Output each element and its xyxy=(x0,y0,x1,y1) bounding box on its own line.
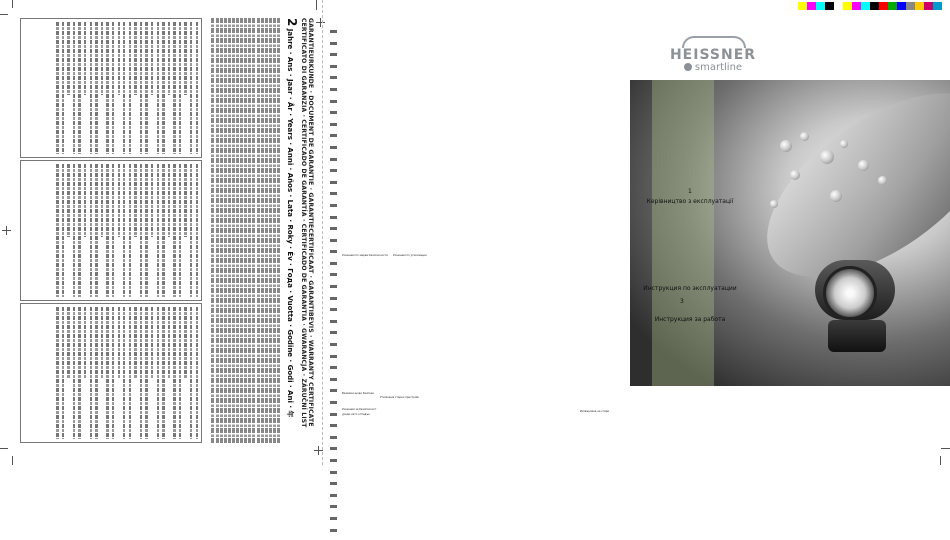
page-marker xyxy=(330,111,337,114)
form-row xyxy=(90,22,92,154)
form-row xyxy=(179,307,181,439)
guarantee-form-table xyxy=(20,18,202,443)
spotlight-base xyxy=(828,320,886,352)
text-line xyxy=(248,18,251,443)
page-marker xyxy=(330,65,337,68)
text-line xyxy=(265,18,268,443)
form-row xyxy=(84,307,86,380)
form-row xyxy=(129,22,131,154)
form-row xyxy=(62,22,64,154)
page-marker xyxy=(330,227,337,230)
page-marker xyxy=(330,42,337,45)
form-row xyxy=(118,307,120,380)
form-row xyxy=(101,22,103,95)
form-row xyxy=(62,307,64,439)
form-row xyxy=(184,22,186,95)
guarantee-form-column xyxy=(20,18,202,158)
page-marker xyxy=(330,494,337,497)
form-row xyxy=(184,164,186,237)
page-marker xyxy=(330,250,337,253)
form-row xyxy=(73,22,75,154)
water-drop xyxy=(780,140,792,152)
page-marker xyxy=(330,134,337,137)
form-row xyxy=(196,307,198,439)
spotlight-lens xyxy=(823,266,877,320)
disposal-note-ru: Указания по утилизации xyxy=(393,254,427,257)
manual-title-uk: Керівництво з експлуатації xyxy=(646,198,734,205)
text-line xyxy=(269,18,272,443)
text-line xyxy=(220,18,223,443)
form-row xyxy=(173,22,175,154)
page-marker xyxy=(330,389,337,392)
text-line xyxy=(212,18,215,443)
form-row xyxy=(106,307,108,439)
form-row xyxy=(56,164,58,296)
safety-note-bg: Указания за безопасност xyxy=(342,408,377,411)
crop-mark xyxy=(316,0,317,10)
form-row xyxy=(112,164,114,296)
page-markers xyxy=(330,30,340,540)
form-row xyxy=(145,307,147,439)
form-row xyxy=(112,307,114,439)
text-line xyxy=(232,18,235,443)
form-row xyxy=(67,307,69,380)
safety-note-uk: Вказівки щодо безпеки xyxy=(342,392,374,395)
page-marker xyxy=(330,482,337,485)
form-row xyxy=(56,307,58,439)
guarantee-title: GARANTIEURKUNDE · DOCUMENT DE GARANTIE · GARANTIECERTIFICAAT · GARANTIBEVIS · WARRANTY CERTIFICATE CERTIFICATO DI GARANZIA · CERTIFICADO DE GARANTÍA · CERTIFICADO DE GARANTIA · GWARANCJA · ZÁRUČNÍ LIST xyxy=(300,18,314,428)
water-drop xyxy=(790,170,800,180)
form-row xyxy=(134,22,136,95)
form-row xyxy=(78,307,80,439)
form-row xyxy=(162,164,164,296)
guarantee-panel xyxy=(14,18,314,443)
text-line xyxy=(257,18,260,443)
page-marker xyxy=(330,88,337,91)
form-row xyxy=(134,307,136,380)
form-row xyxy=(123,164,125,296)
form-row xyxy=(162,307,164,439)
text-line xyxy=(273,18,276,443)
form-row xyxy=(78,22,80,154)
form-row xyxy=(106,164,108,296)
disposal-note-uk: Утилізація старих пристроїв xyxy=(380,396,419,399)
guarantee-years: 2 Jahre · Ans · Jaar · År · Years · Anni · Años · Lata · Roky · Év · Года · Vuotta · Godine · Godi · Ani · 年 xyxy=(285,18,299,418)
product-photo xyxy=(630,80,950,386)
water-drop xyxy=(878,176,887,185)
form-row xyxy=(151,22,153,95)
water-drop xyxy=(800,132,809,141)
water-drop xyxy=(820,150,834,164)
form-row xyxy=(190,164,192,296)
form-row xyxy=(73,164,75,296)
page-marker xyxy=(330,262,337,265)
form-row xyxy=(90,307,92,439)
form-row xyxy=(140,22,142,154)
form-row xyxy=(145,22,147,154)
form-row xyxy=(179,22,181,154)
page-marker xyxy=(330,401,337,404)
page-marker xyxy=(330,505,337,508)
page-marker xyxy=(330,320,337,323)
page-marker xyxy=(330,355,337,358)
registration-mark xyxy=(6,226,7,235)
form-row xyxy=(73,307,75,439)
page-marker xyxy=(330,216,337,219)
form-row xyxy=(129,164,131,296)
form-row xyxy=(151,307,153,380)
text-line xyxy=(228,18,231,443)
text-line xyxy=(252,18,255,443)
form-row xyxy=(56,22,58,154)
text-line xyxy=(277,18,280,443)
page-marker xyxy=(330,413,337,416)
page-marker xyxy=(330,53,337,56)
brand-name: HEISSNER xyxy=(669,47,757,63)
page-marker xyxy=(330,308,337,311)
form-row xyxy=(151,164,153,237)
safety-note-ru: Указания по мерам безопасности xyxy=(342,254,388,257)
form-row xyxy=(157,307,159,439)
form-row xyxy=(95,164,97,296)
water-drop xyxy=(830,190,842,202)
crop-mark xyxy=(0,14,8,15)
page-marker xyxy=(330,146,337,149)
page-marker xyxy=(330,181,337,184)
form-row xyxy=(184,307,186,380)
form-row xyxy=(140,307,142,439)
text-line xyxy=(261,18,264,443)
page-marker xyxy=(330,366,337,369)
crop-mark xyxy=(0,448,8,449)
page-marker xyxy=(330,192,337,195)
heissner-logo xyxy=(658,36,768,73)
form-row xyxy=(118,164,120,237)
form-row xyxy=(179,164,181,296)
form-row xyxy=(101,164,103,237)
page-marker xyxy=(330,471,337,474)
form-row xyxy=(190,307,192,439)
form-row xyxy=(157,22,159,154)
page-marker xyxy=(330,297,337,300)
page-marker xyxy=(330,424,337,427)
guarantee-form-column xyxy=(20,160,202,300)
water-drop xyxy=(840,140,848,148)
lang-number-1: 1 xyxy=(688,188,692,195)
form-row xyxy=(118,22,120,95)
form-row xyxy=(95,22,97,154)
form-row xyxy=(196,22,198,154)
page-marker xyxy=(330,30,337,33)
page-marker xyxy=(330,436,337,439)
fold-line xyxy=(322,0,323,465)
lang-number-3: 3 xyxy=(680,298,684,305)
form-row xyxy=(95,307,97,439)
form-row xyxy=(90,164,92,296)
form-row xyxy=(196,164,198,296)
form-row xyxy=(140,164,142,296)
page-marker xyxy=(330,169,337,172)
form-row xyxy=(173,307,175,439)
text-line xyxy=(224,18,227,443)
crop-mark xyxy=(12,456,13,465)
disposal-note-bg-2: уреди като отпадък xyxy=(342,413,370,416)
form-row xyxy=(173,164,175,296)
form-row xyxy=(190,22,192,154)
text-line xyxy=(216,18,219,443)
page-marker xyxy=(330,378,337,381)
manual-title-bg: Инструкция за работа xyxy=(654,316,726,323)
form-row xyxy=(134,164,136,237)
form-row xyxy=(112,22,114,154)
page-marker xyxy=(330,158,337,161)
photo-color-strip xyxy=(652,80,714,386)
form-row xyxy=(84,22,86,95)
registration-mark xyxy=(320,18,321,27)
page-marker xyxy=(330,529,337,532)
page-marker xyxy=(330,123,337,126)
form-row xyxy=(129,307,131,439)
form-row xyxy=(101,307,103,380)
page-marker xyxy=(330,76,337,79)
manual-title-ru: Инструкция по эксплуатации xyxy=(643,285,737,292)
form-row xyxy=(123,22,125,154)
disposal-note-bg: Изхвърляне на стари xyxy=(580,410,610,413)
form-row xyxy=(162,22,164,154)
water-drop xyxy=(770,200,778,208)
page-marker xyxy=(330,343,337,346)
page-marker xyxy=(330,204,337,207)
text-line xyxy=(240,18,243,443)
page-marker xyxy=(330,239,337,242)
form-row xyxy=(78,164,80,296)
text-line xyxy=(236,18,239,443)
form-row xyxy=(67,22,69,95)
form-row xyxy=(168,22,170,95)
page-marker xyxy=(330,273,337,276)
subbrand: smartline xyxy=(658,62,768,73)
page-marker xyxy=(330,447,337,450)
page-marker xyxy=(330,517,337,520)
smartline-dot-icon xyxy=(684,63,692,71)
form-row xyxy=(62,164,64,296)
cover-page xyxy=(630,0,950,465)
guarantee-text-block xyxy=(208,18,280,443)
guarantee-form-column xyxy=(20,303,202,443)
form-row xyxy=(67,164,69,237)
form-row xyxy=(168,307,170,380)
registration-mark xyxy=(318,446,319,455)
page-marker xyxy=(330,100,337,103)
form-row xyxy=(106,22,108,154)
text-line xyxy=(244,18,247,443)
form-row xyxy=(123,307,125,439)
form-row xyxy=(84,164,86,237)
form-row xyxy=(157,164,159,296)
page-marker xyxy=(330,331,337,334)
form-row xyxy=(145,164,147,296)
water-drop xyxy=(858,160,869,171)
crop-mark xyxy=(12,0,13,8)
form-row xyxy=(168,164,170,237)
page-marker xyxy=(330,459,337,462)
page-marker xyxy=(330,285,337,288)
